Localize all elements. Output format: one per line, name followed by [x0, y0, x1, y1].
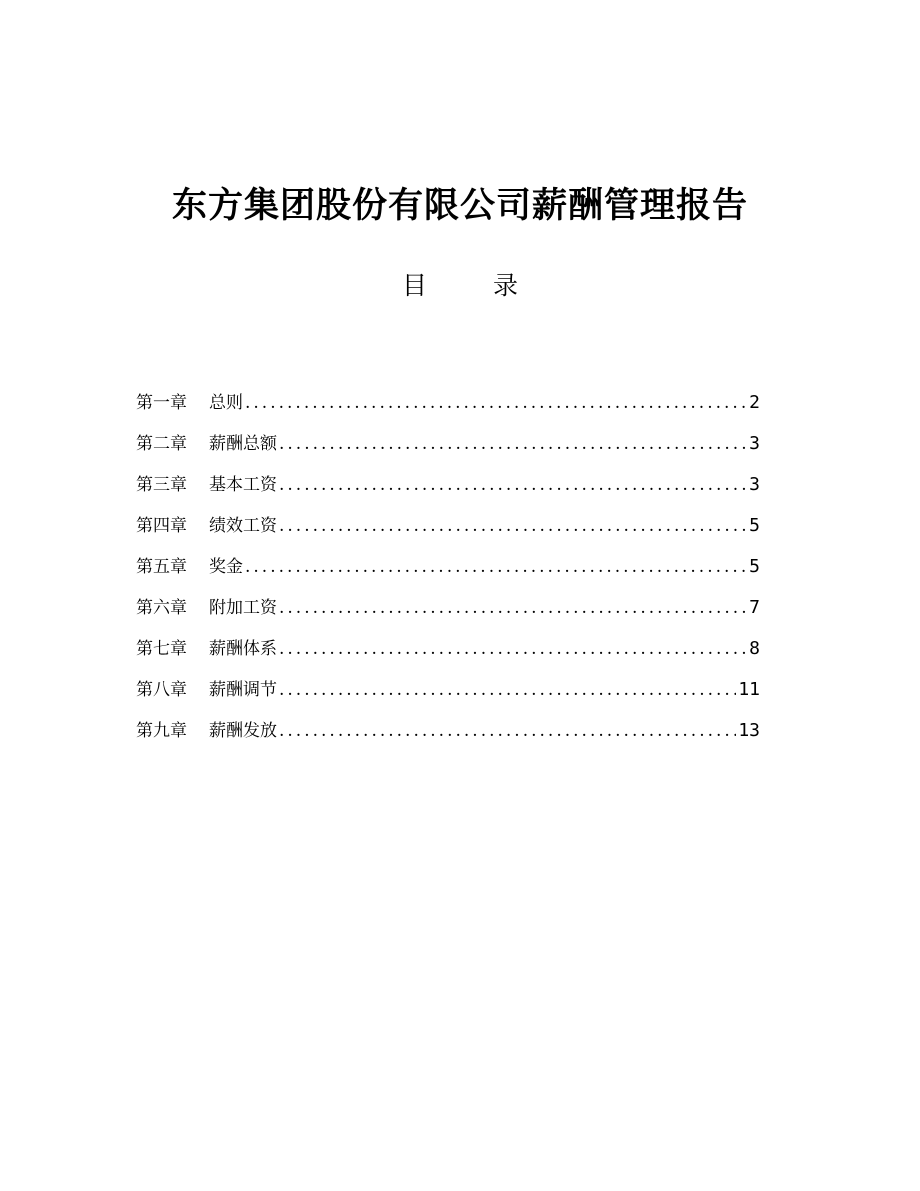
toc-entry-8[interactable] — [136, 675, 760, 716]
toc-entry-6[interactable] — [136, 593, 760, 634]
toc-dot-leader — [245, 393, 747, 413]
toc-entry-3[interactable] — [136, 470, 760, 511]
toc-entry-9[interactable] — [136, 716, 760, 757]
toc-chapter-number: 第二章 — [136, 434, 187, 454]
toc-dot-leader — [279, 475, 747, 495]
toc-page-number: 3 — [749, 433, 760, 454]
toc-chapter-title: 绩效工资 — [209, 516, 277, 536]
toc-chapter-title: 薪酬总额 — [209, 434, 277, 454]
toc-chapter-number: 第一章 — [136, 393, 187, 413]
toc-heading-right: 录 — [493, 271, 519, 300]
toc-page-number: 3 — [749, 474, 760, 495]
toc-dot-leader — [279, 516, 747, 536]
toc-chapter-title: 总则 — [209, 393, 243, 413]
toc-dot-leader — [279, 639, 747, 659]
toc-chapter-number: 第四章 — [136, 516, 187, 536]
toc-page-number: 2 — [749, 392, 760, 413]
toc-entry-2[interactable] — [136, 429, 760, 470]
toc-entry-4[interactable] — [136, 511, 760, 552]
toc-chapter-title: 薪酬体系 — [209, 639, 277, 659]
toc-chapter-number: 第三章 — [136, 475, 187, 495]
toc-page-number: 13 — [738, 720, 760, 741]
toc-chapter-number: 第八章 — [136, 680, 187, 700]
toc-chapter-number: 第六章 — [136, 598, 187, 618]
toc-entry-5[interactable] — [136, 552, 760, 593]
toc-chapter-title: 薪酬发放 — [209, 721, 277, 741]
toc-dot-leader — [279, 434, 747, 454]
toc-heading — [0, 266, 920, 302]
toc-chapter-title: 薪酬调节 — [209, 680, 277, 700]
toc-dot-leader — [245, 557, 747, 577]
toc-chapter-number: 第五章 — [136, 557, 187, 577]
document-title: 东方集团股份有限公司薪酬管理报告 — [171, 186, 748, 226]
toc-page-number: 8 — [749, 638, 760, 659]
table-of-contents — [136, 388, 760, 757]
toc-dot-leader — [279, 598, 747, 618]
toc-page-number: 5 — [749, 515, 760, 536]
toc-heading-left: 目 — [401, 271, 427, 300]
toc-entry-7[interactable] — [136, 634, 760, 675]
toc-chapter-title: 奖金 — [209, 557, 243, 577]
toc-chapter-number: 第七章 — [136, 639, 187, 659]
toc-page-number: 5 — [749, 556, 760, 577]
toc-entry-1[interactable] — [136, 388, 760, 429]
toc-dot-leader — [279, 721, 736, 741]
toc-chapter-title: 附加工资 — [209, 598, 277, 618]
toc-chapter-number: 第九章 — [136, 721, 187, 741]
toc-dot-leader — [279, 680, 736, 700]
toc-page-number: 11 — [738, 679, 760, 700]
toc-page-number: 7 — [749, 597, 760, 618]
toc-chapter-title: 基本工资 — [209, 475, 277, 495]
